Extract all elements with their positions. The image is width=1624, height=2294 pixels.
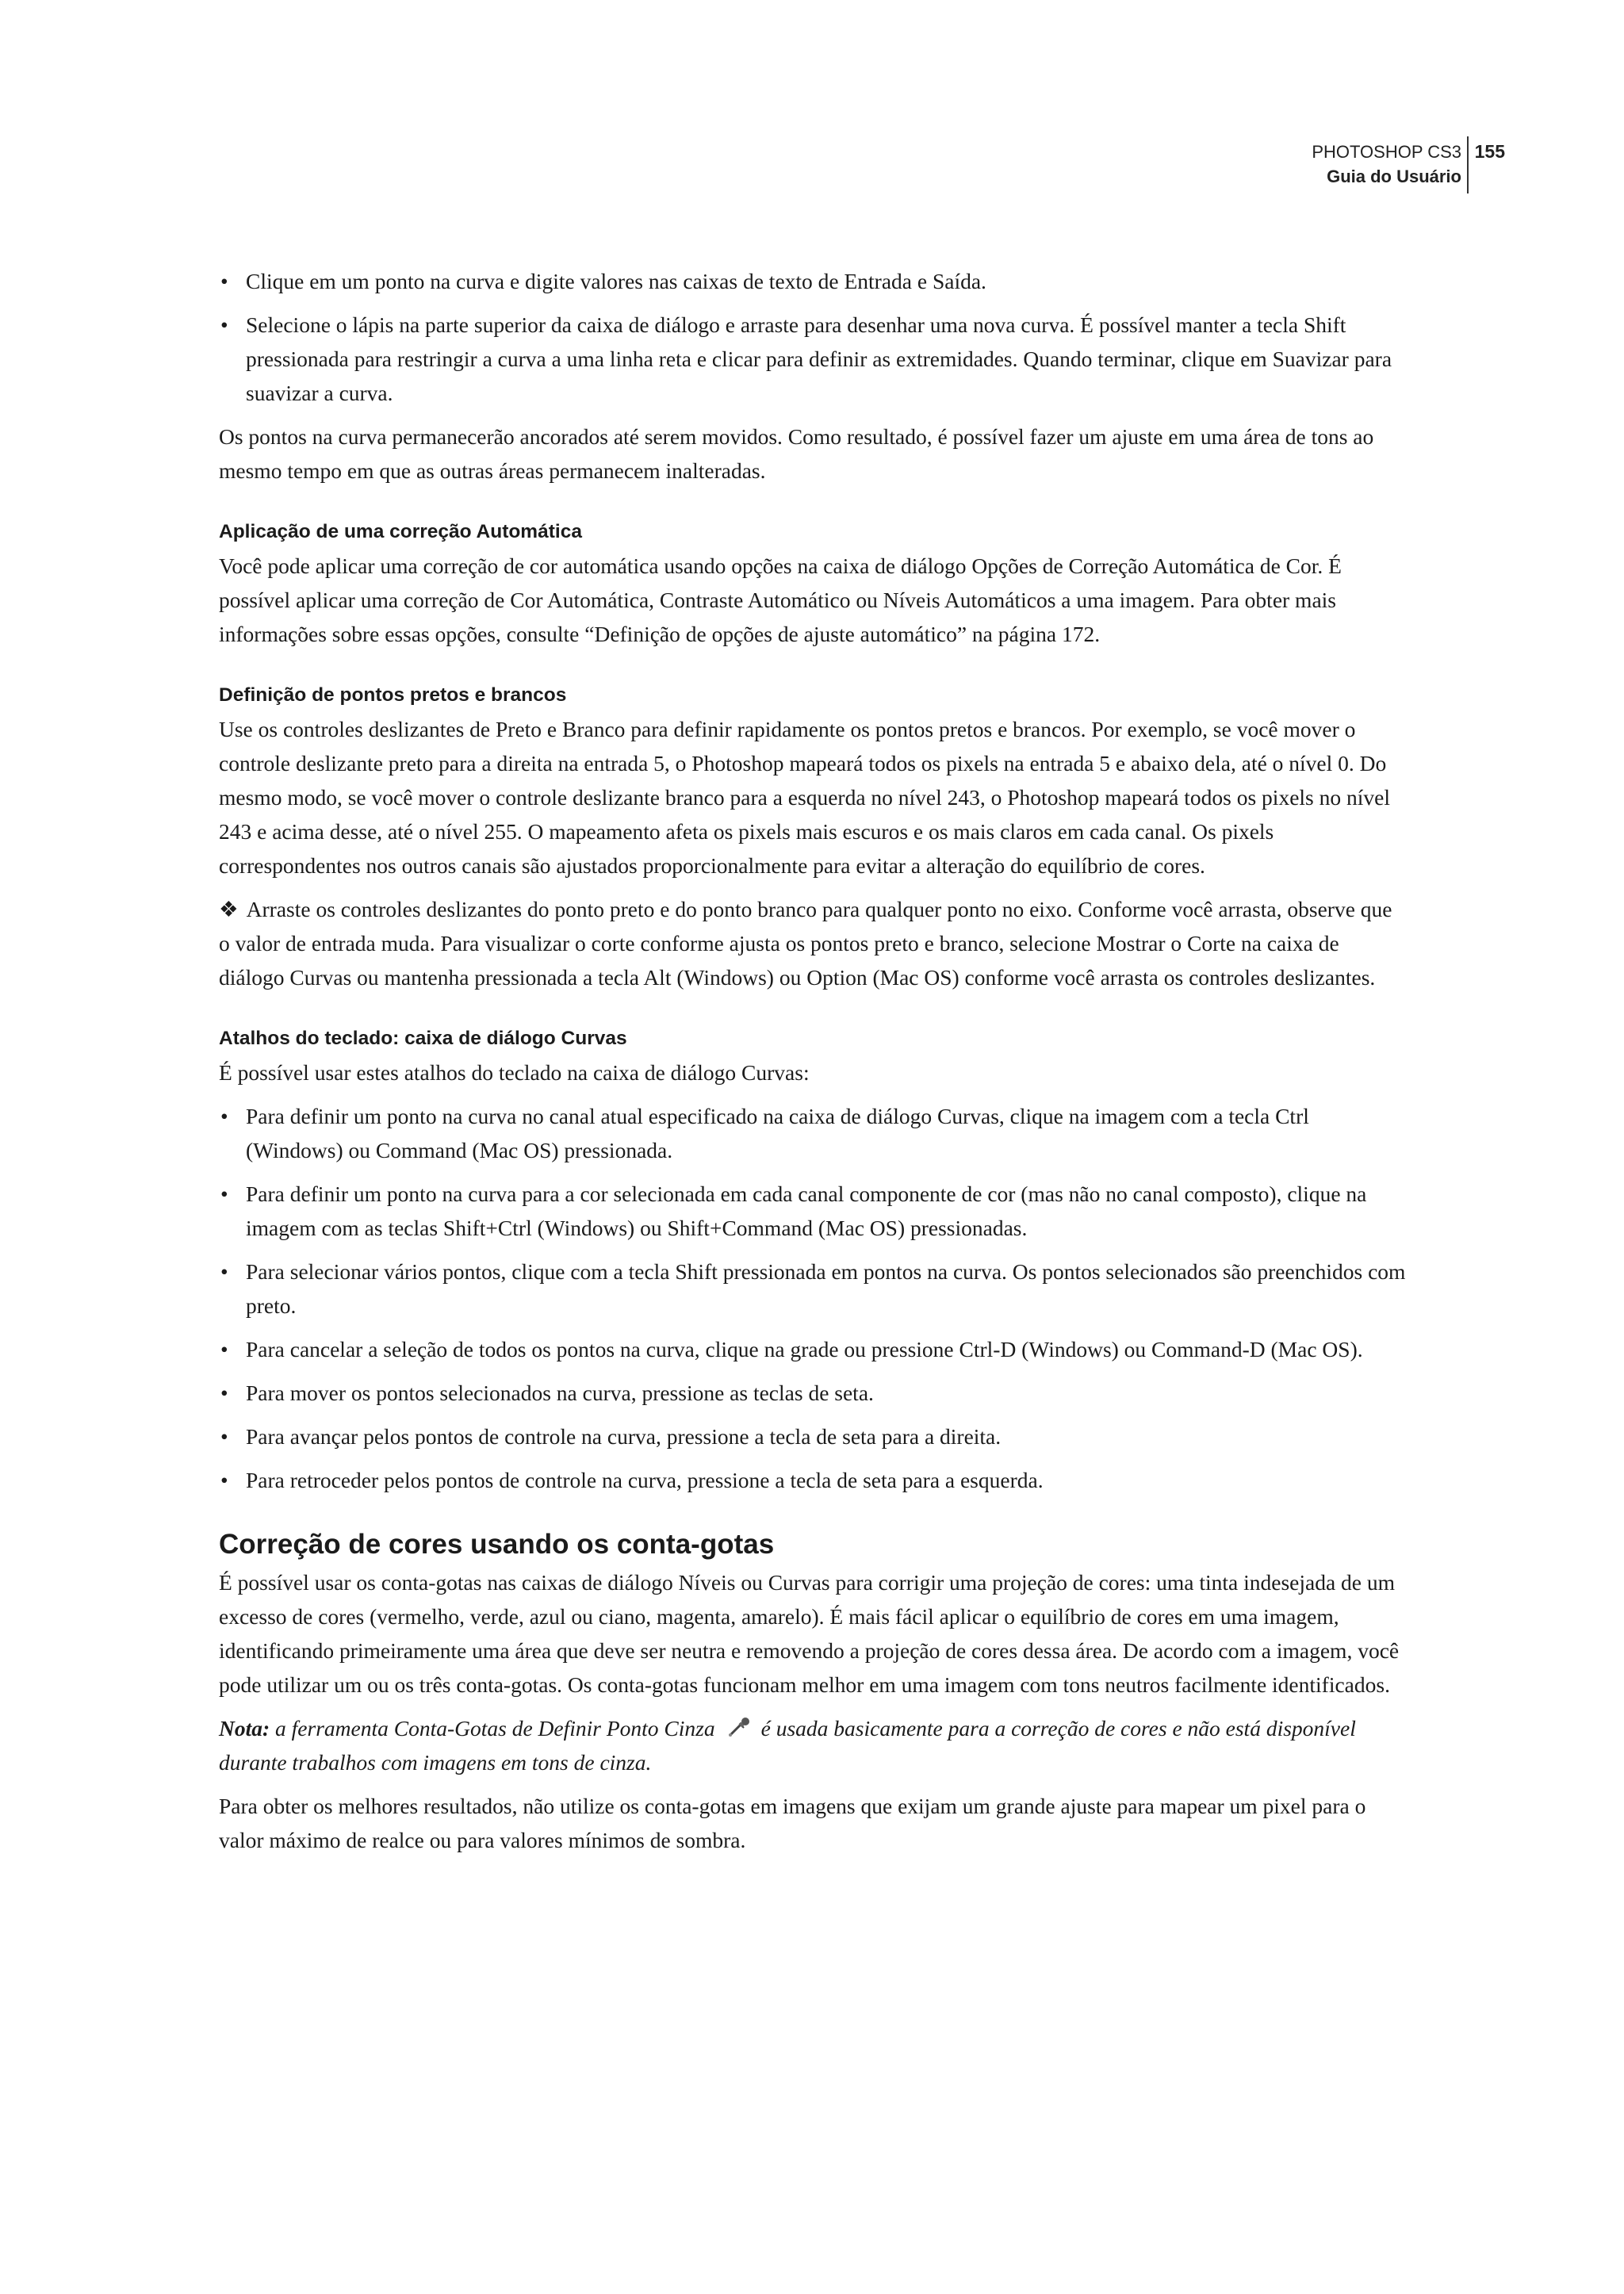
header-divider (1467, 136, 1469, 193)
list-item-text: Para selecionar vários pontos, clique com a tecla Shift pressionada em pontos na curva. Os pontos selecionados são preenchidos com preto. (246, 1259, 1406, 1318)
intro-bullet-list (219, 264, 1407, 410)
closing-paragraph: Para obter os melhores resultados, não utilize os conta-gotas em imagens que exijam um grande ajuste para mapear um pixel para o valor máximo de realce ou para valores mínimos de sombra. (219, 1794, 1366, 1852)
list-item-text: Para retroceder pelos pontos de controle na curva, pressione a tecla de seta para a esquerda. (246, 1468, 1044, 1492)
list-item-text: Para definir um ponto na curva para a cor selecionada em cada canal componente de cor (mas não no canal composto), clique na imagem com as teclas Shift+Ctrl (Windows) ou Shift+Command (Mac OS) pressionadas. (246, 1181, 1367, 1240)
bullet-glyph: • (220, 269, 228, 293)
bullet-glyph: • (220, 1259, 228, 1284)
action-diamond-icon: ❖ (219, 897, 239, 921)
shortcuts-list (219, 1099, 1407, 1497)
gray-eyedropper-icon (723, 1714, 753, 1741)
list-item-text: Para avançar pelos pontos de controle na curva, pressione a tecla de seta para a direita. (246, 1424, 1002, 1449)
bullet-glyph: • (220, 1381, 228, 1405)
list-item-text: Selecione o lápis na parte superior da caixa de diálogo e arraste para desenhar uma nova curva. É possível manter a tecla Shift pressionada para restringir a curva a uma linha reta e clicar para definir as extremidades. Quando terminar, clique em Suavizar para suavizar a curva. (246, 312, 1392, 405)
section-heading-black-white-points: Definição de pontos pretos e brancos (219, 684, 567, 706)
list-item-text: Para mover os pontos selecionados na curva, pressione as teclas de seta. (246, 1381, 874, 1405)
list-item (219, 1332, 1407, 1366)
section-heading-eyedroppers: Correção de cores usando os conta-gotas (219, 1529, 775, 1560)
list-item (219, 1419, 1407, 1453)
header-text (1312, 140, 1461, 189)
auto-correction-paragraph: Você pode aplicar uma correção de cor automática usando opções na caixa de diálogo Opções de Correção Automática de Cor. É possível aplicar uma correção de Cor Automática, Contraste Automático ou Níveis Automáticos a uma imagem. Para obter mais informações sobre essas opções, consulte “Definição de opções de ajuste automático” na página 172. (219, 553, 1342, 646)
list-item (219, 1463, 1407, 1497)
list-item (219, 1177, 1407, 1245)
procedure-step-text: Arraste os controles deslizantes do ponto preto e do ponto branco para qualquer ponto no eixo. Conforme você arrasta, observe que o valor de entrada muda. Para visualizar o corte conforme ajusta os pontos preto e branco, selecione Mostrar o Corte na caixa de diálogo Curvas ou mantenha pressionada a tecla Alt (Windows) ou Option (Mac OS) conforme você arrasta os controles deslizantes. (219, 897, 1392, 990)
page-content (219, 264, 1407, 1867)
section-heading-auto-correction: Aplicação de uma correção Automática (219, 521, 582, 542)
bullet-glyph: • (220, 1468, 228, 1492)
section-heading-keyboard-shortcuts: Atalhos do teclado: caixa de diálogo Curvas (219, 1028, 627, 1049)
note-text-after: é usada basicamente para a correção de cores e não está disponível durante trabalhos com imagens em tons de cinza. (219, 1716, 1356, 1775)
page-number: 155 (1474, 141, 1505, 162)
list-item (219, 308, 1407, 410)
list-item (219, 264, 1407, 298)
bullet-glyph: • (220, 1337, 228, 1361)
list-item-text: Para cancelar a seleção de todos os pontos na curva, clique na grade ou pressione Ctrl-D (Windows) ou Command-D (Mac OS). (246, 1337, 1363, 1361)
list-item-text: Para definir um ponto na curva no canal atual especificado na caixa de diálogo Curvas, clique na imagem com a tecla Ctrl (Windows) ou Command (Mac OS) pressionada. (246, 1104, 1309, 1162)
header-product: PHOTOSHOP CS3 (1312, 142, 1461, 162)
bullet-glyph: • (220, 1424, 228, 1449)
intro-paragraph: Os pontos na curva permanecerão ancorados até serem movidos. Como resultado, é possível fazer um ajuste em uma área de tons ao mesmo tempo em que as outras áreas permanecem inalteradas. (219, 424, 1374, 483)
procedure-step (219, 892, 1407, 994)
eyedroppers-paragraph: É possível usar os conta-gotas nas caixas de diálogo Níveis ou Curvas para corrigir uma projeção de cores: uma tinta indesejada de um excesso de cores (vermelho, verde, azul ou ciano, magenta, amarelo). É mais fácil aplicar o equilíbrio de cores em uma imagem, identificando primeiramente uma área que deve ser neutra e removendo a projeção de cores dessa área. De acordo com a imagem, você pode utilizar um ou os três conta-gotas. Os conta-gotas funcionam melhor em uma imagem com tons neutros facilmente identificados. (219, 1570, 1400, 1697)
black-white-points-paragraph: Use os controles deslizantes de Preto e Branco para definir rapidamente os pontos pretos e brancos. Por exemplo, se você mover o controle deslizante preto para a direita na entrada 5, o Photoshop mapeará todos os pixels na entrada 5 e abaixo dela, até o nível 0. Do mesmo modo, se você mover o controle deslizante branco para a esquerda no nível 243, o Photoshop mapeará todos os pixels no nível 243 e acima desse, até o nível 255. O mapeamento afeta os pixels mais escuros e os mais claros em cada canal. Os pixels correspondentes nos outros canais são ajustados proporcionalmente para evitar a alteração do equilíbrio de cores. (219, 717, 1390, 878)
header-guide-title: Guia do Usuário (1327, 167, 1461, 186)
list-item (219, 1099, 1407, 1167)
list-item (219, 1254, 1407, 1323)
bullet-glyph: • (220, 1181, 228, 1206)
shortcuts-intro: É possível usar estes atalhos do teclado na caixa de diálogo Curvas: (219, 1060, 810, 1085)
note-text-before: a ferramenta Conta-Gotas de Definir Ponto Cinza (275, 1716, 715, 1741)
bullet-glyph: • (220, 1104, 228, 1128)
list-item-text: Clique em um ponto na curva e digite valores nas caixas de texto de Entrada e Saída. (246, 269, 986, 293)
list-item (219, 1376, 1407, 1410)
bullet-glyph: • (220, 312, 228, 337)
note-label: Nota: (219, 1716, 270, 1741)
running-header (1204, 135, 1505, 197)
note-paragraph (219, 1711, 1407, 1779)
